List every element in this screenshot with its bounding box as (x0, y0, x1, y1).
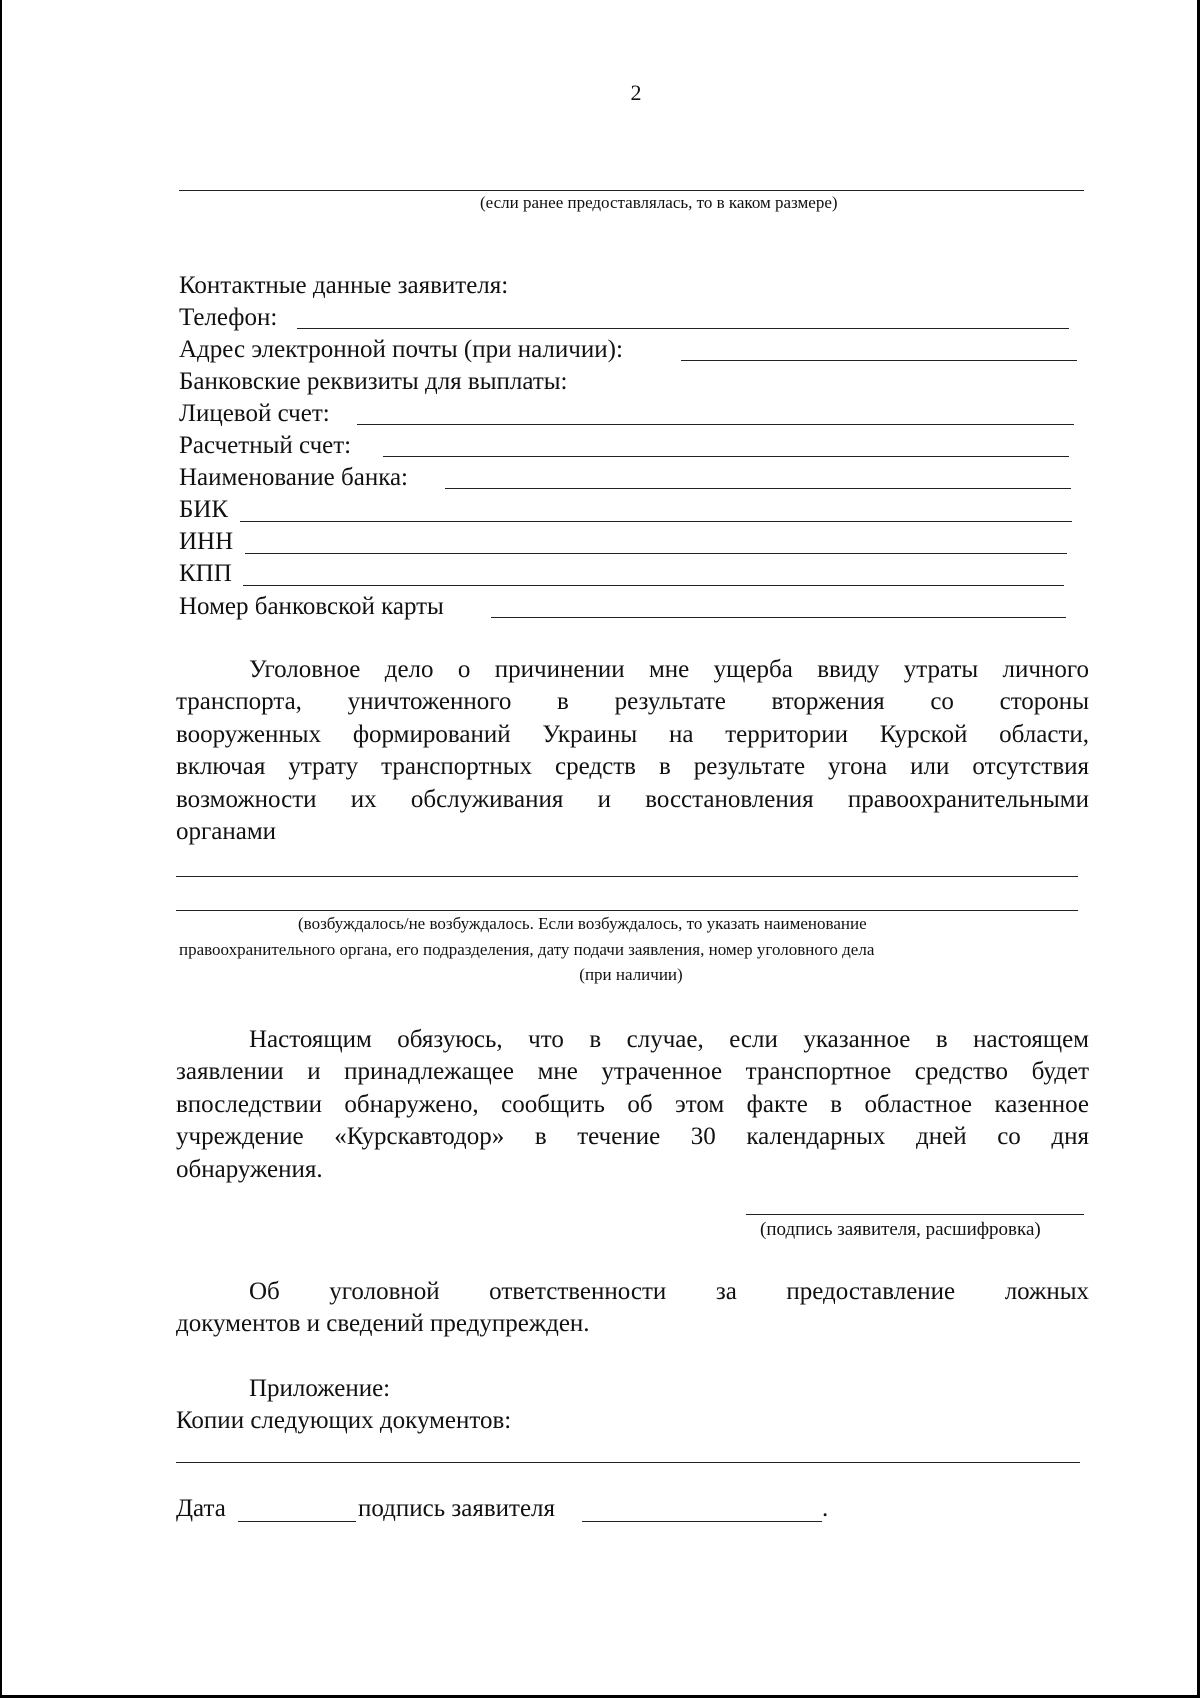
liability-paragraph (176, 1276, 1089, 1341)
criminal-case-note-3: (при наличии) (579, 965, 683, 984)
bank-name-field[interactable] (445, 488, 1071, 489)
applicant-signature-field[interactable] (746, 1214, 1084, 1215)
bik-field[interactable] (240, 521, 1072, 522)
bank-details-heading: Банковские реквизиты для выплаты: (179, 368, 568, 395)
criminal-case-paragraph (176, 654, 1089, 848)
criminal-case-field-2[interactable] (176, 910, 1078, 911)
liability-line: документов и сведений предупрежден. (176, 1310, 590, 1338)
card-number-label: Номер банковской карты (179, 593, 444, 620)
inn-field[interactable] (245, 553, 1067, 554)
date-label: Дата (176, 1495, 226, 1522)
email-field[interactable] (681, 360, 1077, 361)
criminal-case-line: транспорта, уничтоженного в результате вторжения со стороны (176, 688, 1089, 716)
bik-label: БИК (179, 496, 229, 523)
attachment-heading: Приложение: (249, 1375, 391, 1402)
criminal-case-line: вооруженных формирований Украины на территории Курской области, (176, 720, 1089, 748)
copies-label: Копии следующих документов: (176, 1407, 512, 1434)
email-label: Адрес электронной почты (при наличии): (179, 336, 623, 363)
copies-field[interactable] (176, 1462, 1080, 1463)
page-number: 2 (630, 80, 642, 105)
obligation-line: впоследствии обнаружено, сообщить об этом факте в областное казенное (176, 1090, 1089, 1118)
footer-end-mark: . (822, 1495, 829, 1522)
obligation-line: учреждение «Курскавтодор» в течение 30 календарных дней со дня (176, 1123, 1089, 1151)
card-number-field[interactable] (491, 617, 1066, 618)
criminal-case-note-2: правоохранительного органа, его подразделения, дату подачи заявления, номер уголовного дела (179, 940, 875, 959)
obligation-line: заявлении и принадлежащее мне утраченное транспортное средство будет (176, 1058, 1089, 1086)
criminal-case-line: Уголовное дело о причинении мне ущерба ввиду утраты личного (249, 656, 1089, 683)
scan-edge-left (0, 0, 2, 1698)
obligation-line: обнаружения. (176, 1155, 323, 1183)
personal-account-field[interactable] (357, 424, 1074, 425)
date-field[interactable] (238, 1521, 356, 1522)
personal-account-label: Лицевой счет: (179, 400, 330, 427)
kpp-label: КПП (179, 560, 232, 587)
criminal-case-note-1: (возбуждалось/не возбуждалось. Если возбуждалось, то указать наименование (298, 914, 867, 933)
inn-label: ИНН (179, 528, 234, 555)
previous-aid-note: (если ранее предоставлялась, то в каком размере) (480, 193, 838, 212)
previous-aid-rule (179, 190, 1084, 191)
footer-signature-field[interactable] (582, 1521, 822, 1522)
footer-signature-label: подпись заявителя (358, 1495, 556, 1522)
settlement-account-label: Расчетный счет: (179, 432, 352, 459)
settlement-account-field[interactable] (383, 456, 1069, 457)
criminal-case-line: возможности их обслуживания и восстановления правоохранительными (176, 785, 1089, 813)
phone-label: Телефон: (179, 304, 278, 331)
contacts-heading: Контактные данные заявителя: (179, 272, 509, 299)
criminal-case-line: органами (176, 818, 277, 846)
criminal-case-line: включая утрату транспортных средств в результате угона или отсутствия (176, 753, 1089, 781)
criminal-case-field-1[interactable] (176, 876, 1078, 877)
kpp-field[interactable] (243, 585, 1064, 586)
applicant-signature-note: (подпись заявителя, расшифровка) (760, 1219, 1041, 1240)
obligation-line: Настоящим обязуюсь, что в случае, если указанное в настоящем (249, 1026, 1089, 1053)
bank-name-label: Наименование банка: (179, 464, 409, 491)
liability-line: Об уголовной ответственности за предоставление ложных (249, 1278, 1089, 1305)
phone-field[interactable] (297, 328, 1069, 329)
obligation-paragraph (176, 1024, 1089, 1186)
